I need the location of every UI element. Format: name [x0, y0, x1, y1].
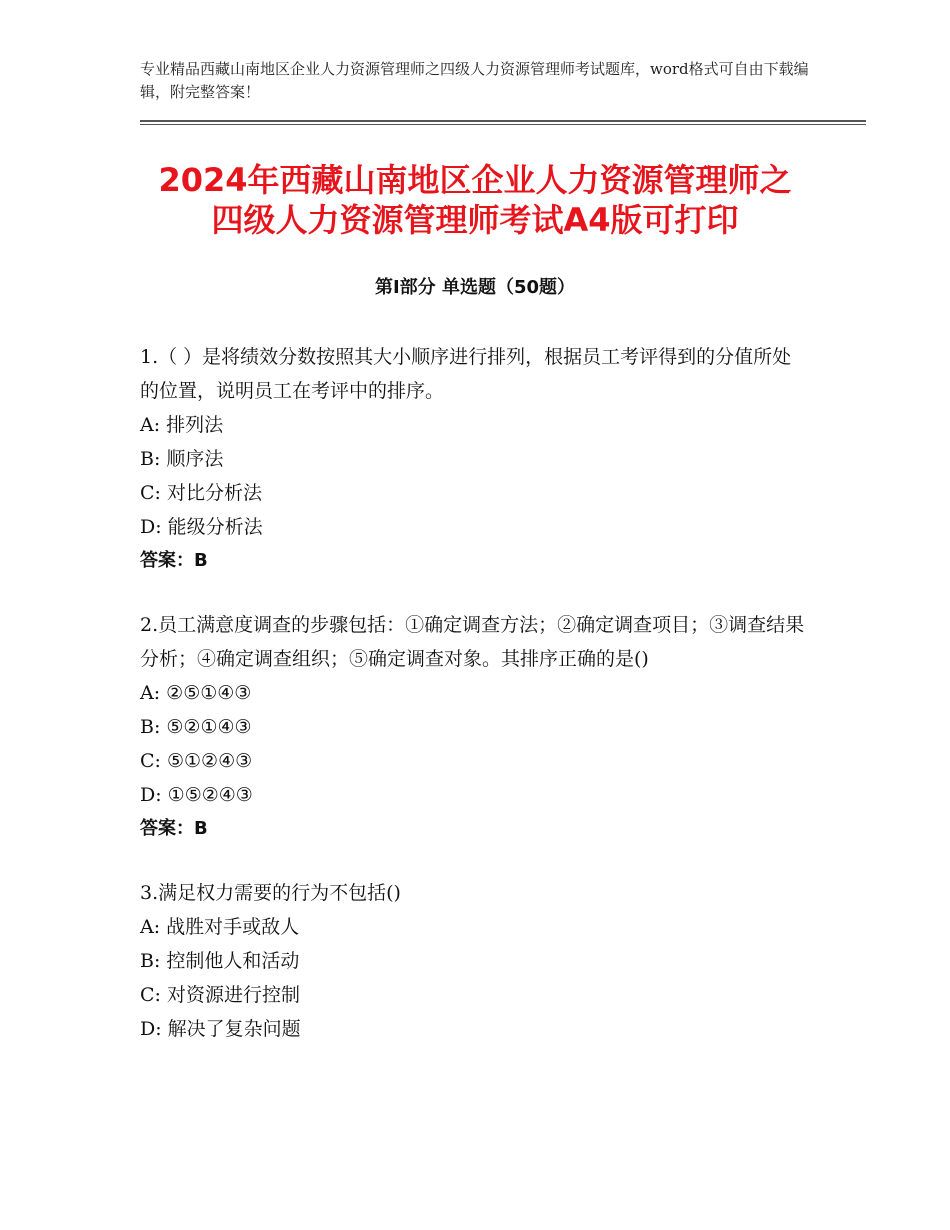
option-b: B: ⑤②①④③ [140, 716, 252, 738]
document-title [100, 160, 850, 240]
question-list [140, 340, 810, 1076]
option-d: D: 能级分析法 [140, 516, 263, 538]
question-1 [140, 340, 810, 578]
answer-line: 答案：B [140, 818, 208, 839]
option-a: A: 排列法 [140, 414, 224, 436]
header-divider [140, 120, 866, 122]
section-title: 第Ⅰ部分 单选题（50题） [374, 277, 575, 298]
option-c: C: ⑤①②④③ [140, 750, 253, 772]
question-stem: 1.（ ）是将绩效分数按照其大小顺序进行排列，根据员工考评得到的分值所处的位置，说明员工在考评中的排序。 [140, 346, 792, 402]
option-b: B: 顺序法 [140, 448, 224, 470]
option-d: D: ①⑤②④③ [140, 784, 253, 806]
question-stem: 3.满足权力需要的行为不包括() [140, 882, 401, 904]
option-c: C: 对资源进行控制 [140, 984, 300, 1006]
option-d: D: 解决了复杂问题 [140, 1018, 301, 1040]
answer-line: 答案：B [140, 550, 208, 571]
header-divider-thin [140, 124, 866, 125]
document-title-line-2: 四级人力资源管理师考试A4版可打印 [211, 201, 739, 239]
option-b: B: 控制他人和活动 [140, 950, 300, 972]
question-stem: 2.员工满意度调查的步骤包括：①确定调查方法；②确定调查项目；③调查结果分析；④确定调查组织；⑤确定调查对象。其排序正确的是() [140, 614, 805, 670]
option-a: A: 战胜对手或敌人 [140, 916, 300, 938]
question-2 [140, 608, 810, 846]
header-note: 专业精品西藏山南地区企业人力资源管理师之四级人力资源管理师考试题库，word格式可自由下载编辑，附完整答案！ [140, 60, 809, 101]
option-c: C: 对比分析法 [140, 482, 262, 504]
document-title-line-1: 2024年西藏山南地区企业人力资源管理师之 [158, 161, 792, 199]
question-3 [140, 876, 810, 1046]
option-a: A: ②⑤①④③ [140, 682, 252, 704]
